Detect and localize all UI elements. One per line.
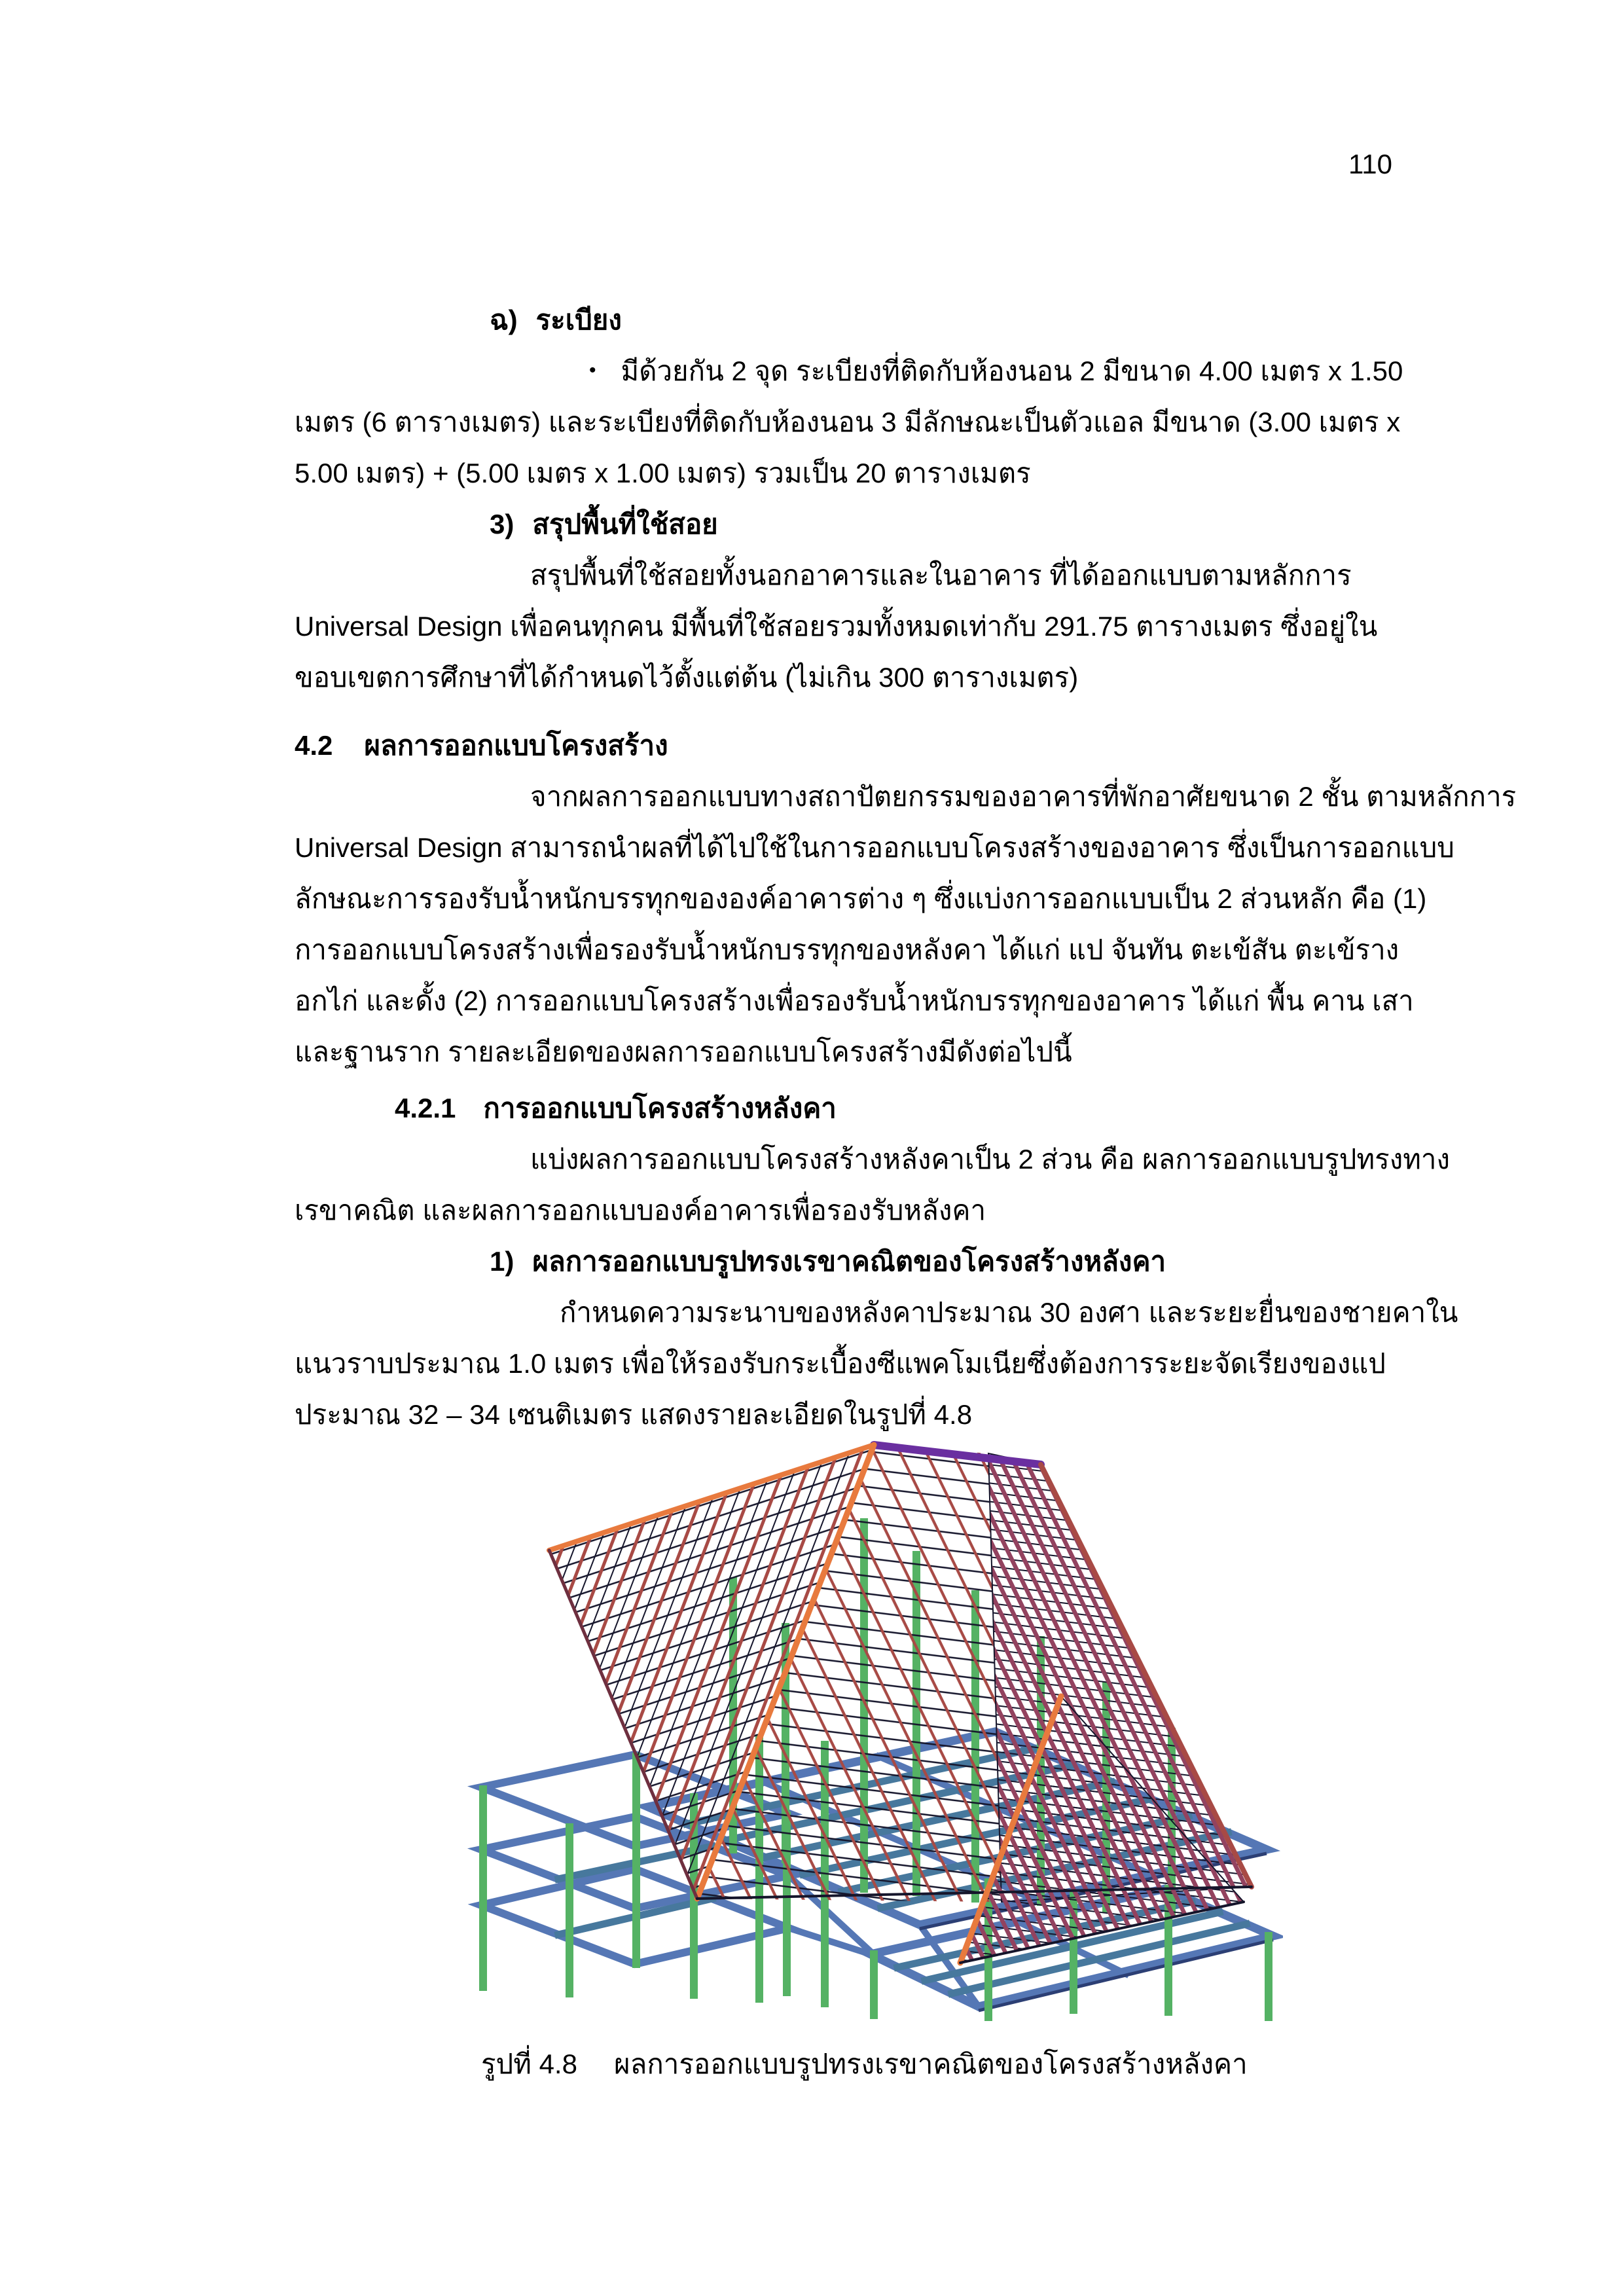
heading-label: 1)	[490, 1246, 514, 1277]
heading-label: 4.2	[295, 730, 333, 761]
text-line: เมตร (6 ตารางเมตร) และระเบียงที่ติดกับห้องนอน 3 มีลักษณะเป็นตัวแอล มีขนาด (3.00 เมตร x	[295, 407, 1401, 437]
text-line: 5.00 เมตร) + (5.00 เมตร x 1.00 เมตร) รวมเป็น 20 ตารางเมตร	[295, 458, 1031, 488]
text-line: Universal Design สามารถนำผลที่ได้ไปใช้ในการออกแบบโครงสร้างของอาคาร ซึ่งเป็นการออกแบบ	[295, 832, 1454, 863]
figure-4-8-structure-diagram	[419, 1430, 1283, 2023]
text-line: เรขาคณิต และผลการออกแบบองค์อาคารเพื่อรองรับหลังคา	[295, 1195, 986, 1226]
text-line: อกไก่ และดั้ง (2) การออกแบบโครงสร้างเพื่อรองรับน้ำหนักบรรทุกของอาคาร ได้แก่ พื้น คาน เสา	[295, 985, 1414, 1016]
figure-caption-text: ผลการออกแบบรูปทรงเรขาคณิตของโครงสร้างหลังคา	[613, 2049, 1248, 2079]
figure-4-8	[419, 1430, 1283, 2023]
heading-item-f-porch	[295, 300, 1563, 351]
text-line: จากผลการออกแบบทางสถาปัตยกรรมของอาคารที่พักอาศัยขนาด 2 ชั้น ตามหลักการ	[530, 781, 1517, 812]
text-line: การออกแบบโครงสร้างเพื่อรองรับน้ำหนักบรรทุกของหลังคา ได้แก่ แป จันทัน ตะเข้สัน ตะเข้ราง	[295, 934, 1399, 965]
heading-label: ฉ)	[490, 304, 518, 335]
text-line: แนวราบประมาณ 1.0 เมตร เพื่อให้รองรับกระเบื้องซีแพคโมเนียซึ่งต้องการระยะจัดเรียงของแป	[295, 1348, 1386, 1379]
heading-label: 4.2.1	[395, 1093, 456, 1123]
heading-text: สรุปพื้นที่ใช้สอย	[532, 509, 718, 539]
heading-item-3-area-summary	[295, 504, 1563, 555]
heading-label: 3)	[490, 509, 514, 539]
heading-section-4-2-1	[295, 1088, 1468, 1139]
heading-text: ผลการออกแบบโครงสร้าง	[364, 730, 668, 761]
text-line: กำหนดความระนาบของหลังคาประมาณ 30 องศา และระยะยื่นของชายคาใน	[560, 1297, 1458, 1328]
heading-section-4-2	[295, 725, 1368, 776]
text-line: สรุปพื้นที่ใช้สอยทั้งนอกอาคารและในอาคาร ที่ได้ออกแบบตามหลักการ	[530, 560, 1352, 591]
heading-item-1-roof-geometry	[295, 1241, 1563, 1292]
page-number: 110	[1348, 149, 1392, 179]
text-line: และฐานราก รายละเอียดของผลการออกแบบโครงสร้างมีดังต่อไปนี้	[295, 1036, 1072, 1067]
heading-text: ระเบียง	[535, 304, 622, 335]
text-line: แบ่งผลการออกแบบโครงสร้างหลังคาเป็น 2 ส่วน คือ ผลการออกแบบรูปทรงทาง	[530, 1144, 1450, 1175]
figure-caption	[481, 2044, 1248, 2085]
bullet-icon: •	[589, 359, 596, 381]
text-line: Universal Design เพื่อคนทุกคน มีพื้นที่ใช้สอยรวมทั้งหมดเท่ากับ 291.75 ตารางเมตร ซึ่งอยู่ใน	[295, 611, 1378, 642]
text-line: ขอบเขตการศึกษาที่ได้กำหนดไว้ตั้งแต่ต้น (ไม่เกิน 300 ตารางเมตร)	[295, 662, 1079, 693]
heading-text: การออกแบบโครงสร้างหลังคา	[483, 1093, 837, 1123]
text-line: ประมาณ 32 – 34 เซนติเมตร แสดงรายละเอียดในรูปที่ 4.8	[295, 1399, 973, 1430]
heading-text: ผลการออกแบบรูปทรงเรขาคณิตของโครงสร้างหลังคา	[532, 1246, 1166, 1277]
bullet-line	[295, 351, 1624, 402]
text-line: มีด้วยกัน 2 จุด ระเบียงที่ติดกับห้องนอน 2 มีขนาด 4.00 เมตร x 1.50	[621, 355, 1403, 386]
text-line: ลักษณะการรองรับน้ำหนักบรรทุกขององค์อาคารต่าง ๆ ซึ่งแบ่งการออกแบบเป็น 2 ส่วนหลัก คือ (1)	[295, 883, 1427, 914]
figure-caption-label: รูปที่ 4.8	[481, 2049, 577, 2079]
